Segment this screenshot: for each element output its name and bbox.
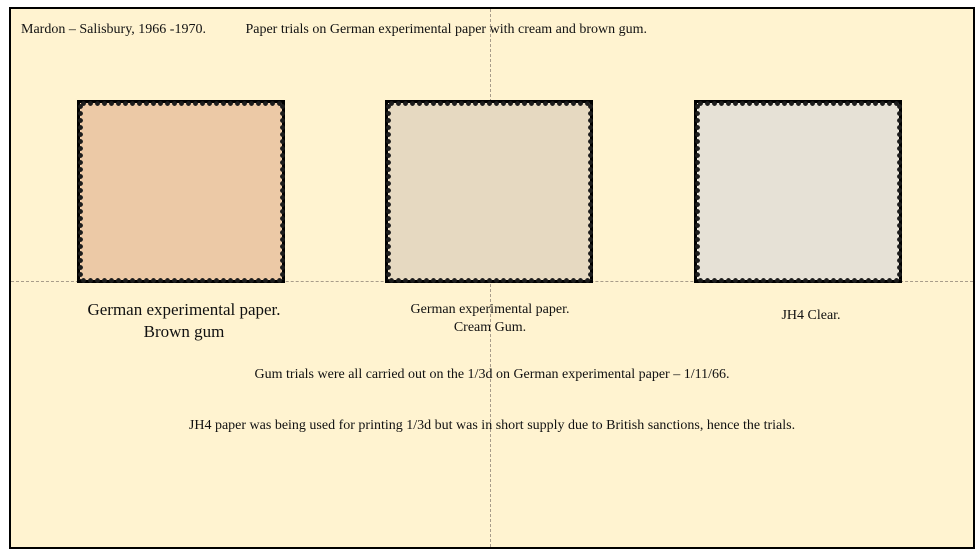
stamp-jh4-clear	[694, 100, 902, 283]
caption-brown-gum	[69, 299, 299, 343]
caption-line: Cream Gum.	[453, 320, 527, 336]
header-title: Paper trials on German experimental paper with cream and brown gum.	[245, 22, 648, 37]
stamp-brown-gum	[77, 100, 285, 283]
note-gum-trials: Gum trials were all carried out on the 1/3d on German experimental paper – 1/11/66.	[254, 367, 730, 382]
caption-line: JH4 Clear.	[781, 308, 841, 323]
stamp-paper-cream	[388, 103, 590, 280]
caption-jh4-clear	[701, 307, 921, 325]
page-header	[21, 22, 647, 38]
stamp-cream-gum	[385, 100, 593, 283]
note-jh4-supply: JH4 paper was being used for printing 1/3d but was in short supply due to British sanctions, hence the trials.	[188, 418, 796, 433]
caption-cream-gum	[383, 301, 597, 337]
stamp-paper-clear	[697, 103, 899, 280]
caption-line: German experimental paper.	[87, 300, 281, 319]
header-source: Mardon – Salisbury, 1966 -1970.	[21, 22, 206, 37]
caption-line: Brown gum	[143, 322, 225, 342]
caption-line: German experimental paper.	[410, 302, 570, 317]
album-page	[9, 7, 975, 549]
stamp-paper-brown	[80, 103, 282, 280]
